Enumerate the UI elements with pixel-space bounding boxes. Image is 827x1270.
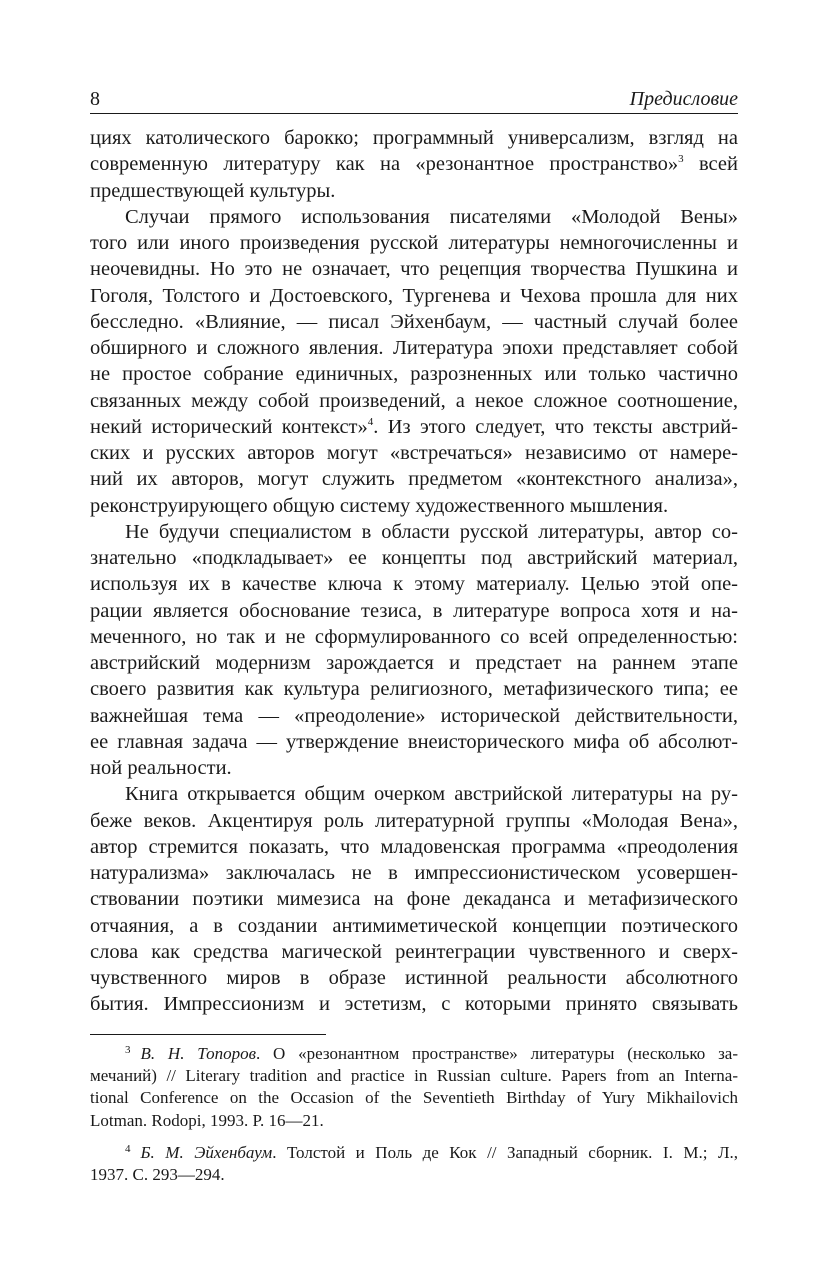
text-line: циях католического барокко; программный универсализм, взгляд на	[90, 127, 738, 149]
text-line: ских и русских авторов могут «встречаться» независимо от намере-	[90, 442, 738, 464]
footnote-4: $^4$ Б. М. Эйхенбаум. Толстой и Поль де Кок // Западный сборник. I. М.; Л.,	[125, 1142, 738, 1162]
text-line: неочевидны. Но это не означает, что рецепция творчества Пушкина и	[90, 258, 738, 281]
text-line: предшествующей культуры.	[90, 179, 336, 202]
main-text	[90, 125, 738, 1018]
footnote-3: $^3$ В. Н. Топоров. О «резонантном пространстве» литературы (несколько за-	[125, 1044, 738, 1063]
header-rule	[90, 113, 738, 114]
paragraph-start: Случаи прямого использования писателями «Молодой Вены»	[125, 205, 738, 228]
text-line: знательно «подкладывает» ее концепты под австрийский материал,	[90, 547, 738, 569]
text-line: натурализма» заключалась не в импрессионистическом усовершен-	[90, 862, 738, 884]
text-line: реконструирующего общую систему художественного мышления.	[90, 494, 669, 517]
footnote-line: 1937. С. 293—294.	[90, 1164, 225, 1184]
page-header	[90, 84, 738, 114]
text-line: меченного, но так и не сформулированного со всей определенностью:	[90, 625, 738, 648]
text-line: чувственного миров в образе истинной реальности абсолютного	[90, 967, 738, 989]
footnote-line: Lotman. Rodopi, 1993. P. 16—21.	[90, 1110, 324, 1130]
footnotes	[90, 1043, 738, 1186]
text-line: рации является обоснование тезиса, в литературе вопроса хотя и на-	[90, 599, 738, 622]
text-line: не простое собрание единичных, разрозненных или только частично	[90, 363, 738, 386]
text-line: важнейшая тема — «преодоление» исторической действительности,	[90, 704, 738, 727]
text-line: Гоголя, Толстого и Достоевского, Тургенева и Чехова прошла для них	[90, 284, 738, 307]
paragraph-start: Книга открывается общим очерком австрийской литературы на ру-	[125, 783, 738, 806]
text-line: связанных между собой произведений, а некое сложное соотношение,	[90, 389, 738, 412]
text-line: ной реальности.	[90, 757, 232, 779]
text-line: отчаяния, а в создании антимиметической концепции поэтического	[90, 914, 738, 937]
text-line: некий исторический контекст»$^4$. Из этого следует, что тексты австрий-	[90, 415, 738, 438]
text-line: своего развития как культура религиозного, метафизического типа; ее	[90, 678, 738, 701]
paragraph-start: Не будучи специалистом в области русской литературы, автор со-	[125, 520, 738, 543]
text-line: слова как средства магической реинтеграции чувственного и сверх-	[90, 940, 738, 963]
footnote-ref-4: 4	[367, 415, 374, 428]
text-line: используя их в качестве ключа к этому материалу. Целью этой опе-	[90, 573, 738, 596]
text-line: бытия. Импрессионизм и эстетизм, с которыми принято связывать	[90, 993, 738, 1016]
text-line: австрийский модернизм зарождается и предстает на раннем этапе	[90, 652, 738, 674]
text-line: современную литературу как на «резонантное пространство»$^3$ всей	[90, 153, 738, 176]
text-line: того или иного произведения русской литературы немногочисленны и	[90, 232, 738, 254]
text-line: ее главная задача — утверждение внеисторического мифа об абсолют-	[90, 730, 738, 753]
footnote-separator	[90, 1034, 326, 1035]
text-line: автор стремится показать, что младовенская программа «преодоления	[90, 835, 738, 858]
text-line: ний их авторов, могут служить предметом «контекстного анализа»,	[90, 468, 738, 491]
running-head: Предисловие	[629, 88, 738, 110]
page-number: 8	[90, 88, 100, 110]
text-line: ствовании поэтики мимезиса на фоне декаданса и метафизического	[90, 888, 738, 911]
footnote-line: мечаний) // Literary tradition and practice in Russian culture. Papers from an Interna-	[90, 1066, 738, 1086]
text-line: обширного и сложного явления. Литература эпохи представляет собой	[90, 337, 738, 359]
text-line: бесследно. «Влияние, — писал Эйхенбаум, — частный случай более	[90, 310, 738, 333]
text-line: беже веков. Акцентируя роль литературной группы «Молодая Вена»,	[90, 809, 738, 832]
footnote-ref-3: 3	[678, 153, 684, 166]
footnote-line: tional Conference on the Occasion of the Seventieth Birthday of Yury Mikhailovich	[90, 1088, 738, 1108]
